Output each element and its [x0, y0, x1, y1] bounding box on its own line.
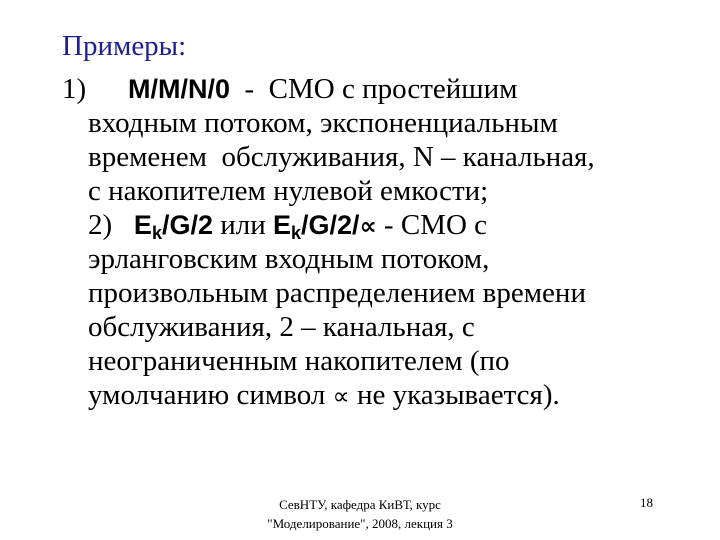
or-word: или	[212, 209, 273, 241]
erlang-k-1: k	[151, 223, 162, 243]
example-2-line-6	[62, 378, 702, 412]
example-1-line-1	[62, 72, 702, 106]
example-2-line-2: эрланговским входным потоком,	[88, 243, 490, 275]
example-2-line-3: произвольным распределением времени	[88, 277, 586, 309]
example-2-line-6-a: умолчанию символ	[88, 379, 333, 411]
erlang-e-1: E	[133, 210, 152, 240]
example-2-number: 2)	[88, 209, 113, 241]
erlang-rest-2: /G/2/	[301, 210, 360, 240]
erlang-notation-1	[133, 210, 213, 243]
example-1-line-2: входным потоком, экспоненциальным	[88, 107, 558, 139]
erlang-rest-1: /G/2	[161, 210, 213, 240]
example-1-notation: M/M/N/0	[128, 74, 231, 104]
erlang-k-2: k	[291, 223, 302, 243]
infinity-proportional-icon: ∝	[359, 212, 377, 240]
erlang-e-2: E	[273, 210, 292, 240]
example-1-number: 1)	[62, 73, 87, 105]
footer-line-2: "Моделирование", 2008, лекция 3	[267, 516, 453, 531]
slide-footer	[240, 495, 480, 533]
example-1-line-3: временем обслуживания, N – канальная,	[88, 141, 595, 173]
example-2-line-1	[62, 208, 702, 242]
proportional-symbol-icon: ∝	[332, 382, 350, 410]
erlang-notation-2	[273, 210, 360, 243]
examples-text	[62, 72, 702, 412]
slide-heading: Примеры:	[62, 30, 187, 62]
example-2-text: - СМО с	[376, 209, 488, 241]
example-1-text: - СМО с простейшим	[230, 73, 518, 105]
example-1-line-4: с накопителем нулевой емкости;	[88, 175, 489, 207]
example-2-line-5: неограниченным накопителем (по	[88, 345, 510, 377]
page-number: 18	[640, 495, 653, 510]
footer-line-1: СевНТУ, кафедра КиВТ, курс	[279, 497, 441, 512]
example-2-line-6-b: не указывается).	[349, 379, 560, 411]
example-2-line-4: обслуживания, 2 – канальная, с	[88, 311, 475, 343]
